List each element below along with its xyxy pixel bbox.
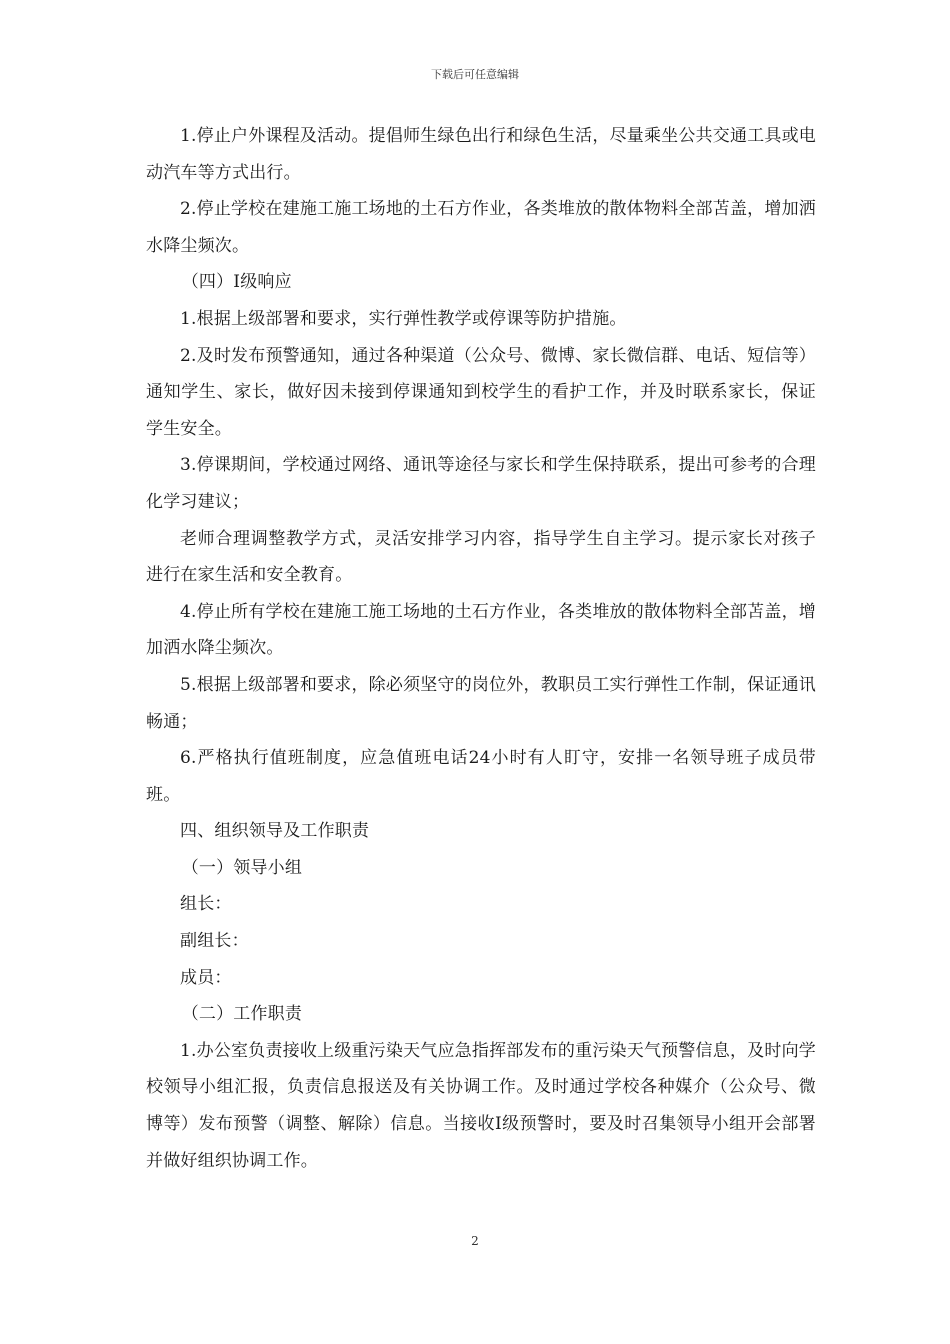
paragraph-flexible-teaching: 1.根据上级部署和要求，实行弹性教学或停课等防护措施。 [180, 308, 627, 329]
paragraph-warning-notice: 2.及时发布预警通知，通过各种渠道（公众号、微博、家长微信群、电话、短信等）通知学生、家长，做好因未接到停课通知到校学生的看护工作，并及时联系家长，保证学生安全。 [146, 345, 816, 439]
paragraph-teacher-adjustment: 老师合理调整教学方式，灵活安排学习内容，指导学生自主学习。提示家长对孩子进行在家生活和安全教育。 [146, 528, 816, 586]
section-level-one-response: （四）Ⅰ级响应 [181, 272, 292, 293]
paragraph-flexible-work: 5.根据上级部署和要求，除必须坚守的岗位外，教职员工实行弹性工作制，保证通讯畅通； [146, 674, 816, 732]
paragraph-duty-system: 6.严格执行值班制度，应急值班电话24小时有人盯守，安排一名领导班子成员带班。 [146, 748, 816, 805]
paragraph-stop-outdoor: 1.停止户外课程及活动。提倡师生绿色出行和绿色生活，尽量乘坐公共交通工具或电动汽车等方式出行。 [146, 126, 816, 183]
subsection-leadership-group: （一）领导小组 [181, 857, 303, 878]
field-group-leader: 组长： [180, 894, 232, 915]
field-members: 成员： [180, 967, 232, 988]
paragraph-stop-all-construction: 4.停止所有学校在建施工施工场地的土石方作业，各类堆放的散体物料全部苫盖，增加洒水降尘频次。 [146, 601, 816, 659]
document-body [146, 118, 816, 1179]
paragraph-stop-construction: 2.停止学校在建施工施工场地的土石方作业，各类堆放的散体物料全部苫盖，增加洒水降尘频次。 [146, 199, 816, 256]
paragraph-class-suspension: 3.停课期间，学校通过网络、通讯等途径与家长和学生保持联系，提出可参考的合理化学习建议； [146, 455, 816, 512]
paragraph-office-duties: 1.办公室负责接收上级重污染天气应急指挥部发布的重污染天气预警信息，及时向学校领导小组汇报，负责信息报送及有关协调工作。及时通过学校各种媒介（公众号、微博等）发布预警（调整、解除）信息。当接收Ⅰ级预警时，要及时召集领导小组开会部署并做好组织协调工作。 [146, 1040, 816, 1171]
section-organization-heading: 四、组织领导及工作职责 [180, 821, 370, 842]
field-deputy-leader: 副组长： [180, 931, 249, 952]
page-number: 2 [471, 1234, 479, 1248]
subsection-responsibilities: （二）工作职责 [181, 1004, 303, 1025]
page-header: 下载后可任意编辑 [431, 68, 519, 81]
